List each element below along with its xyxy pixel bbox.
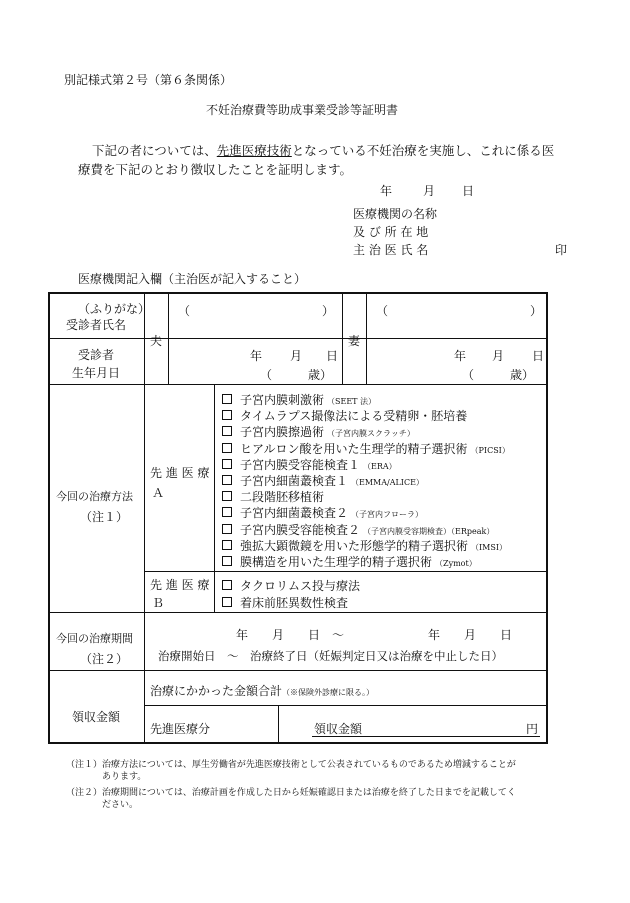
note-1: [66, 759, 566, 783]
wife-birth-day: 日: [532, 349, 545, 363]
method-label: 今回の治療方法: [56, 490, 133, 503]
yen-mark: 円: [526, 722, 539, 736]
wife-age: （ 歳）: [462, 368, 535, 382]
adv-a-item-note: （子宮内膜受容期検査）（ERpeak）: [363, 526, 495, 536]
period-label: 今回の治療期間: [56, 632, 133, 645]
note-1-line-1: （注１）治療方法については、厚生労働省が先進医療技術として公表されているものであるため増減することが: [66, 760, 516, 770]
checkbox[interactable]: [222, 507, 232, 517]
wife-birth-year: 年: [454, 349, 467, 363]
adv-a-label-2: Ａ: [152, 486, 165, 500]
adv-a-item-text: 子宮内膜擦過術: [240, 425, 325, 440]
checkbox[interactable]: [222, 540, 232, 550]
adv-a-item-text: タイムラプス撮像法による受精卵・胚培養: [240, 409, 468, 424]
adv-a-item: [222, 407, 467, 424]
husband-age: （ 歳）: [260, 368, 333, 382]
institution-name-label: 医療機関の名称: [353, 207, 438, 221]
adv-a-item-text: ヒアルロン酸を用いた生理学的精子選択術: [240, 441, 468, 456]
wife-birth-month: 月: [492, 349, 505, 363]
adv-a-item: [222, 504, 423, 521]
intro-text-post: となっている不妊治療を実施し、これに係る医: [291, 143, 555, 158]
section-label: 医療機関記入欄（主治医が記入すること）: [78, 272, 307, 286]
adv-a-item-note: （IMSI）: [471, 542, 508, 552]
adv-a-item-text: 子宮内細菌叢検査２: [240, 506, 349, 521]
checkbox[interactable]: [222, 394, 232, 404]
doctor-name-label: 主 治 医 氏 名: [353, 243, 429, 257]
note-2: [66, 787, 566, 811]
adv-a-item: [222, 472, 424, 489]
adv-b-item-text: タクロリムス投与療法: [240, 579, 361, 593]
husband-furigana-close: ）: [322, 304, 335, 318]
adv-b-item-text: 着床前胚異数性検査: [240, 595, 349, 610]
note-1-line-2: あります。: [102, 772, 147, 782]
adv-a-item-note: （Zymot）: [435, 559, 477, 568]
adv-a-item-note: （PICSI）: [470, 445, 510, 455]
husband-furigana-open: （: [178, 304, 191, 318]
note-2-line-2: ださい。: [102, 800, 139, 810]
adv-a-item-text: 子宮内細菌叢検査１: [240, 474, 349, 488]
wife-furigana-close: ）: [530, 304, 543, 318]
adv-a-item: [222, 553, 477, 570]
adv-a-item-text: 二段階胚移植術: [240, 490, 325, 505]
note-2-line-1: （注２）治療期間については、治療計画を作成した日から妊娠確認日または治療を終了した日までを記載してく: [66, 788, 516, 798]
certificate-form: [48, 292, 548, 744]
furigana-label: （ふりがな）: [78, 302, 151, 316]
birth-label-1: 受診者: [78, 348, 115, 362]
patient-name-label: 受診者氏名: [66, 318, 127, 332]
adv-a-item: [222, 537, 507, 554]
checkbox[interactable]: [222, 426, 232, 436]
date-day: 日: [462, 184, 475, 198]
checkbox[interactable]: [222, 410, 232, 420]
form-number: 別記様式第２号（第６条関係）: [64, 73, 233, 87]
checkbox[interactable]: [222, 597, 232, 607]
adv-a-label-1: 先 進 医 療: [150, 466, 210, 480]
intro-text: 下記の者については、: [92, 143, 217, 158]
document-title: 不妊治療費等助成事業受診等証明書: [206, 103, 399, 117]
adv-a-item-note: （EMMA/ALICE）: [351, 478, 424, 487]
adv-a-item-text: 強拡大顕微鏡を用いた形態学的精子選択術: [240, 538, 469, 553]
date-month: 月: [423, 184, 436, 198]
receipt-amount-underline: [312, 736, 540, 737]
adv-b-item: [222, 594, 348, 611]
adv-a-item-text: 子宮内膜受容能検査１: [240, 457, 361, 472]
adv-a-item: [222, 521, 494, 538]
adv-a-item-note: （子宮内フローラ）: [351, 510, 424, 520]
checkbox[interactable]: [222, 580, 232, 590]
adv-b-label-1: 先 進 医 療: [150, 578, 210, 592]
husband-birth-day: 日: [326, 349, 339, 363]
adv-a-item: [222, 488, 324, 505]
advanced-medical-part: 先進医療分: [150, 722, 211, 736]
checkbox[interactable]: [222, 443, 232, 453]
checkbox[interactable]: [222, 459, 232, 469]
intro-line-1: [92, 141, 554, 159]
intro-line-2: 療費を下記のとおり徴収したことを証明します。: [78, 162, 353, 177]
date-year: 年: [380, 184, 393, 198]
seal-mark: 印: [555, 243, 568, 257]
adv-a-item-text: 子宮内膜受容能検査２: [240, 522, 361, 537]
husband-birth-month: 月: [290, 349, 303, 363]
institution-address-label: 及 び 所 在 地: [353, 225, 429, 239]
adv-a-item-text: 子宮内膜刺激術: [240, 393, 325, 407]
wife-furigana-open: （: [376, 304, 389, 318]
receipt-label: 領収金額: [72, 710, 121, 724]
husband-label: 夫: [150, 334, 163, 348]
adv-a-item-note: （ERA）: [363, 461, 397, 471]
adv-a-item: [222, 456, 397, 473]
husband-birth-year: 年: [250, 349, 263, 363]
period-dates: 年 月 日 ～ 年 月 日: [236, 628, 513, 642]
wife-label: 妻: [348, 334, 361, 348]
adv-a-item: [222, 423, 415, 440]
method-note: （注１）: [80, 510, 129, 524]
adv-a-item: [222, 440, 510, 457]
checkbox[interactable]: [222, 556, 232, 566]
adv-a-item-note: （SEET 法）: [327, 397, 377, 406]
adv-b-item: [222, 577, 360, 594]
period-note: （注２）: [80, 652, 129, 666]
checkbox[interactable]: [222, 524, 232, 534]
birth-label-2: 生年月日: [72, 366, 121, 380]
checkbox[interactable]: [222, 475, 232, 485]
total-cost-label: [150, 682, 374, 699]
total-cost-note: （※保険外診療に限る。）: [282, 688, 375, 697]
receipt-amount-label: 領収金額: [314, 722, 363, 736]
period-description: 治療開始日 ～ 治療終了日（妊娠判定日又は治療を中止した日）: [158, 649, 503, 663]
adv-a-item-text: 膜構造を用いた生理学的精子選択術: [240, 555, 433, 569]
intro-underlined: 先進医療技術: [216, 143, 292, 158]
checkbox[interactable]: [222, 491, 232, 501]
adv-a-item: [222, 391, 376, 408]
adv-a-item-note: （子宮内膜スクラッチ）: [327, 429, 415, 439]
total-cost-text: 治療にかかった金額合計: [150, 684, 283, 698]
adv-b-label-2: Ｂ: [152, 596, 165, 610]
